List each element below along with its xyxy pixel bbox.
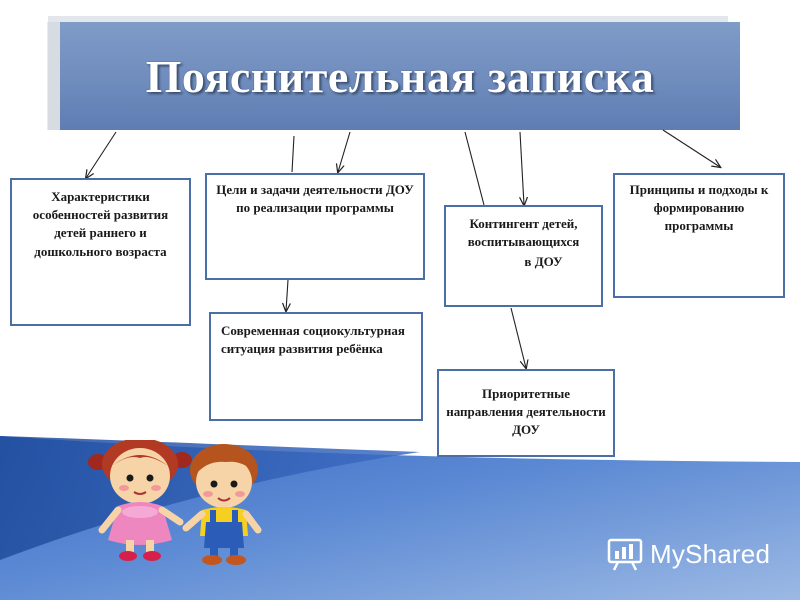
box-sociocultural [209,312,423,421]
arrow-to-characteristics [86,132,116,178]
arrow-to-sociocultural [286,280,288,311]
box-goals-text: Цели и задачи деятельности ДОУ по реализации программы [216,182,414,216]
box-contingent-line1: Контингент детей, [469,216,578,231]
box-characteristics-text: Характеристики особенностей развития детей раннего и дошкольного возраста [32,189,169,259]
line-to-contingent [465,132,484,205]
box-contingent [444,205,603,307]
arrow-to-goals [338,132,350,172]
box-sociocultural-text: Современная социокультурная ситуация развития ребёнка [221,323,405,357]
box-principles [613,173,785,298]
page-title: Пояснительная записка [145,50,655,102]
line-to-goals [292,136,294,172]
box-priorities [437,369,615,457]
myshared-logo [606,536,770,572]
box-priorities-text: Приоритетные направления деятельности ДОУ [446,386,606,438]
box-characteristics [10,178,191,326]
box-principles-text: Принципы и подходы к формированию программы [629,182,769,234]
box-contingent-line3: в ДОУ [524,254,563,270]
arrow-to-contingent [520,132,524,205]
arrow-to-principles [663,130,720,167]
arrow-to-priorities [511,308,526,368]
children-illustration [80,440,280,570]
boy-figure [186,444,258,565]
box-goals [205,173,425,280]
box-contingent-line2: воспитывающихся [467,234,580,250]
girl-figure [88,440,192,561]
logo-text: MyShared [650,538,771,569]
presentation-board-icon [606,537,644,571]
